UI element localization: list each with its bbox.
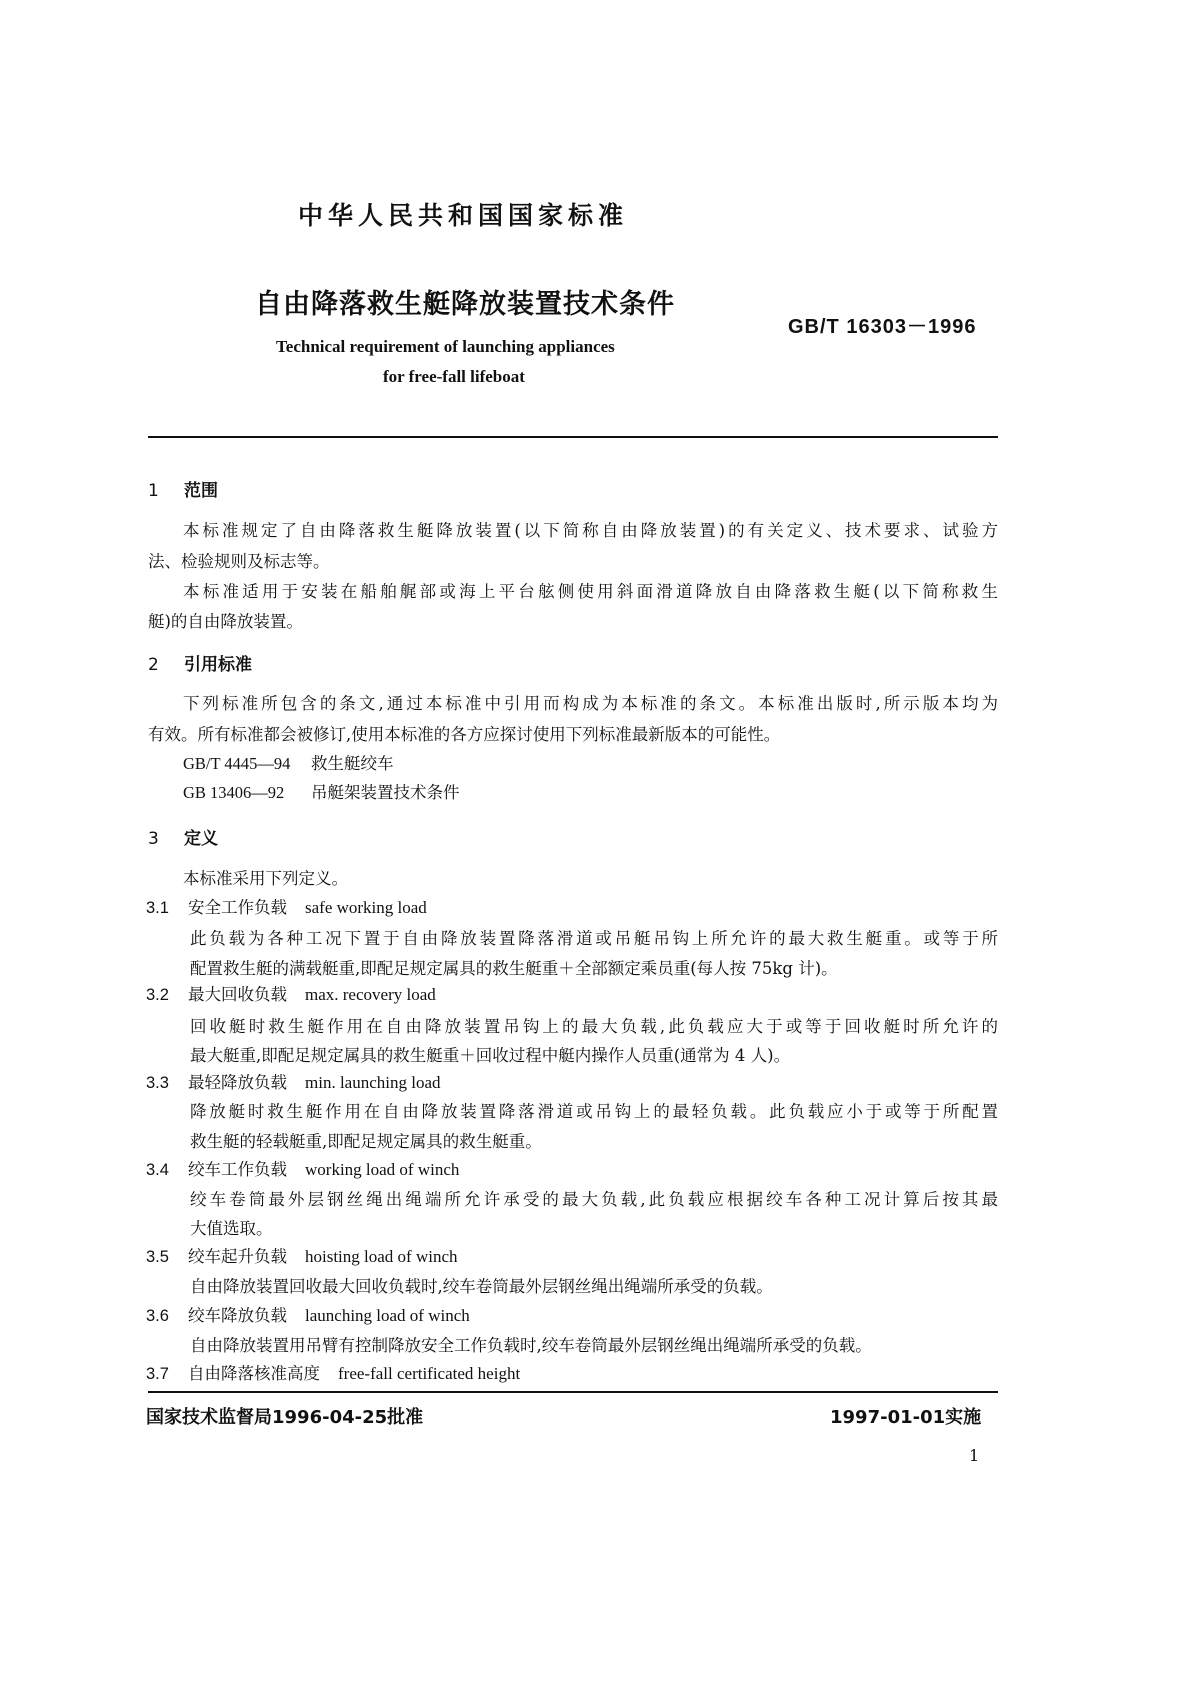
definition-term (146, 1072, 441, 1094)
definition-term-en: max. recovery load (305, 985, 436, 1004)
section-heading-2 (148, 650, 252, 675)
definition-number: 3.2 (146, 986, 169, 1004)
section-number: 2 (148, 655, 159, 675)
definition-term (146, 1246, 458, 1268)
definition-text-line: 救生艇的轻载艇重,即配足规定属具的救生艇重。 (190, 1132, 542, 1151)
definition-term-en: launching load of winch (305, 1306, 470, 1325)
page-number: 1 (969, 1446, 980, 1465)
definition-term-cn: 安全工作负载 (188, 898, 287, 917)
definition-term (146, 897, 427, 919)
document-title-en-2: for free-fall lifeboat (383, 367, 525, 386)
definition-term-cn: 绞车工作负载 (188, 1160, 287, 1179)
definition-text-line: 大值选取。 (190, 1219, 273, 1238)
definition-term (146, 1363, 520, 1385)
definition-text-line: 绞车卷筒最外层钢丝绳出绳端所允许承受的最大负载,此负载应根据绞车各种工况计算后按其最 (190, 1190, 998, 1209)
section-heading-3 (148, 824, 218, 849)
section-title: 引用标准 (184, 655, 252, 675)
paragraph-line: 法、检验规则及标志等。 (148, 552, 330, 571)
definition-number: 3.3 (146, 1074, 169, 1092)
definition-text-line: 降放艇时救生艇作用在自由降放装置降落滑道或吊钩上的最轻负载。此负载应小于或等于所配置 (190, 1102, 998, 1121)
definition-term-en: safe working load (305, 898, 427, 917)
definition-term-cn: 绞车降放负载 (188, 1306, 287, 1325)
approval-date: 国家技术监督局1996-04-25批准 (146, 1407, 424, 1428)
reference-title: 救生艇绞车 (311, 754, 394, 773)
definition-number: 3.6 (146, 1307, 169, 1325)
paragraph-line: 下列标准所包含的条文,通过本标准中引用而构成为本标准的条文。本标准出版时,所示版本均为 (183, 694, 998, 713)
definition-term-en: hoisting load of winch (305, 1247, 458, 1266)
document-title-en-1: Technical requirement of launching appliances (276, 337, 615, 356)
header-divider (148, 436, 998, 438)
definition-term-en: free-fall certificated height (338, 1364, 521, 1383)
effective-date: 1997-01-01实施 (830, 1407, 982, 1428)
section-title: 定义 (184, 829, 218, 849)
definition-term-cn: 绞车起升负载 (188, 1247, 287, 1266)
paragraph-line: 本标准适用于安装在船舶艉部或海上平台舷侧使用斜面滑道降放自由降落救生艇(以下简称救生 (183, 582, 998, 601)
definition-term-cn: 自由降落核准高度 (188, 1364, 320, 1383)
section-number: 3 (148, 829, 159, 849)
definition-text-line: 配置救生艇的满载艇重,即配足规定属具的救生艇重＋全部额定乘员重(每人按 75kg 计)。 (190, 959, 838, 978)
definition-term-en: min. launching load (305, 1073, 441, 1092)
definition-number: 3.4 (146, 1161, 169, 1179)
definition-text-line: 自由降放装置回收最大回收负载时,绞车卷筒最外层钢丝绳出绳端所承受的负载。 (190, 1277, 773, 1296)
definition-number: 3.7 (146, 1365, 169, 1383)
paragraph-line: 本标准规定了自由降落救生艇降放装置(以下简称自由降放装置)的有关定义、技术要求、试验方 (183, 521, 998, 540)
reference-item (183, 753, 394, 775)
definition-text-line: 回收艇时救生艇作用在自由降放装置吊钩上的最大负载,此负载应大于或等于回收艇时所允许的 (190, 1017, 998, 1036)
definition-number: 3.1 (146, 899, 169, 917)
definition-term (146, 984, 436, 1006)
paragraph-line: 有效。所有标准都会被修订,使用本标准的各方应探讨使用下列标准最新版本的可能性。 (148, 725, 781, 744)
issuing-org: 中华人民共和国国家标准 (298, 201, 629, 230)
definition-term-en: working load of winch (305, 1160, 460, 1179)
definition-term-cn: 最轻降放负载 (188, 1073, 287, 1092)
document-title-cn: 自由降落救生艇降放装置技术条件 (255, 289, 675, 320)
footer-divider (148, 1391, 998, 1393)
reference-code: GB/T 4445—94 (183, 754, 291, 773)
definition-text-line: 自由降放装置用吊臂有控制降放安全工作负载时,绞车卷筒最外层钢丝绳出绳端所承受的负载。 (190, 1336, 872, 1355)
reference-title: 吊艇架装置技术条件 (311, 783, 460, 802)
reference-code: GB 13406—92 (183, 783, 285, 802)
definition-term (146, 1159, 459, 1181)
section-number: 1 (148, 481, 159, 501)
section-heading-1 (148, 476, 218, 501)
standard-code: GB/T 16303－1996 (788, 316, 977, 338)
section-title: 范围 (184, 481, 218, 501)
reference-item (183, 782, 460, 804)
paragraph-line: 艇)的自由降放装置。 (148, 612, 303, 631)
definition-term (146, 1305, 470, 1327)
definition-text-line: 最大艇重,即配足规定属具的救生艇重＋回收过程中艇内操作人员重(通常为 4 人)。 (190, 1046, 791, 1065)
paragraph-line: 本标准采用下列定义。 (183, 869, 348, 888)
definition-term-cn: 最大回收负载 (188, 985, 287, 1004)
definition-number: 3.5 (146, 1248, 169, 1266)
definition-text-line: 此负载为各种工况下置于自由降放装置降落滑道或吊艇吊钩上所允许的最大救生艇重。或等于所 (190, 929, 998, 948)
